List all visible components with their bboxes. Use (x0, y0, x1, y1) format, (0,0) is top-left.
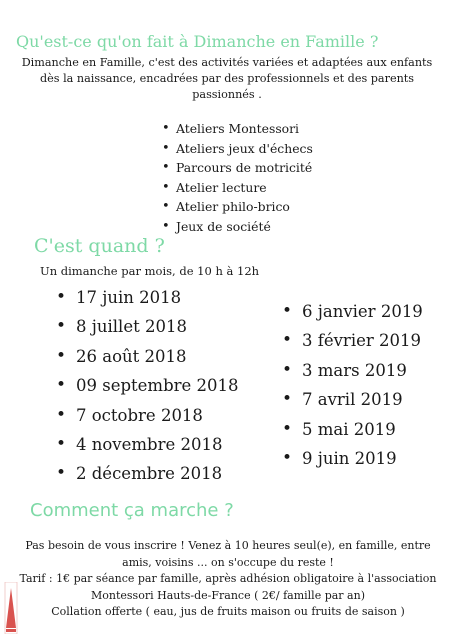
how-line: Pas besoin de vous inscrire ! Venez à 10 heures seul(e), en famille, entre (25, 539, 431, 552)
date-item: • 09 septembre 2018 (54, 371, 239, 400)
date-item: • 4 novembre 2018 (54, 430, 239, 459)
activity-item: • Parcours de motricité (162, 158, 313, 178)
intro-paragraph: Dimanche en Famille, c'est des activités variées et adaptées aux enfants dès la naissance, encadrées par des professionnels et des parents passionnés . (21, 56, 433, 101)
date-item: • 3 février 2019 (280, 326, 423, 355)
section-heading-how: Comment ça marche ? (30, 500, 234, 521)
date-item: • 2 décembre 2018 (54, 459, 239, 488)
date-item: • 26 août 2018 (54, 342, 239, 371)
activity-item: • Ateliers Montessori (162, 119, 313, 139)
how-it-works-text (8, 538, 448, 621)
section-heading-what: Qu'est-ce qu'on fait à Dimanche en Famille ? (16, 32, 379, 51)
date-item: • 7 avril 2019 (280, 385, 423, 414)
section-heading-when: C'est quand ? (34, 235, 165, 257)
date-item: • 9 juin 2019 (280, 444, 423, 473)
activity-item: • Ateliers jeux d'échecs (162, 139, 313, 159)
association-logo-icon (3, 582, 19, 634)
activities-list (162, 119, 313, 236)
activity-item: • Atelier lecture (162, 178, 313, 198)
activity-item: • Atelier philo-brico (162, 197, 313, 217)
date-item: • 6 janvier 2019 (280, 297, 423, 326)
how-line: Montessori Hauts-de-France ( 2€/ famille par an) (91, 588, 365, 602)
how-line: Tarif : 1€ par séance par famille, après adhésion obligatoire à l'association (19, 572, 437, 585)
date-item: • 5 mai 2019 (280, 415, 423, 444)
date-item: • 7 octobre 2018 (54, 401, 239, 430)
dates-list-2019 (280, 297, 423, 473)
activity-item: • Jeux de société (162, 217, 313, 237)
date-item: • 3 mars 2019 (280, 356, 423, 385)
how-line: Collation offerte ( eau, jus de fruits maison ou fruits de saison ) (51, 605, 405, 618)
how-line: amis, voisins ... on s'occupe du reste ! (122, 555, 334, 569)
date-item: • 17 juin 2018 (54, 283, 239, 312)
dates-list-2018 (54, 283, 239, 489)
schedule-text: Un dimanche par mois, de 10 h à 12h (40, 264, 260, 278)
date-item: • 8 juillet 2018 (54, 312, 239, 341)
